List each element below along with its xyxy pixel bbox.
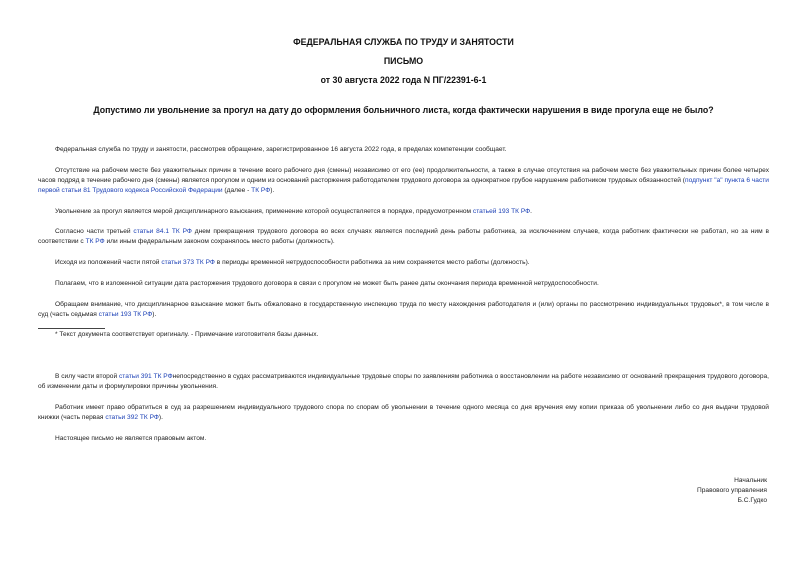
paragraph-court-disputes — [38, 372, 769, 392]
law-link-labor-code[interactable]: ТК РФ — [85, 238, 105, 246]
law-link-article-392[interactable]: статьи 392 ТК РФ — [105, 414, 159, 422]
footnote: * Текст документа соответствует оригиналу. - Примечание изготовителя базы данных. — [55, 331, 319, 338]
question-heading: Допустимо ли увольнение за прогул на дату до оформления больничного листа, когда фактически нарушения в виде прогула еще не было? — [93, 105, 714, 115]
law-link-article-81[interactable]: подпункт "а" пункта 6 части первой статьи 81 Трудового кодекса Российской Федерации — [38, 177, 769, 195]
paragraph-text: Отсутствие на рабочем месте без уважительных причин в течение всего рабочего дня (смены) независимо от его (ее) продолжительности, а также в случае отсутствия на рабочем месте без уважительных причин более четырех часов подряд в течение рабочего дня (смены) является прогулом и одним из оснований расторжения работодателем трудового договора за однократное грубое нарушение работником трудовых обязанностей ( — [38, 167, 769, 185]
paragraph-conclusion: Полагаем, что в изложенной ситуации дата расторжения трудового договора в связи с прогулом не может быть ранее даты окончания периода временной нетрудоспособности. — [55, 280, 599, 287]
paragraph-text: непосредственно в судах рассматриваются индивидуальные трудовые споры по заявлениям работника о восстановлении на работе независимо от оснований прекращения трудового договора, об изменении даты и формулировки причины увольнения. — [38, 373, 770, 391]
signature-name: Б.С.Гудко — [737, 497, 767, 504]
paragraph-text: ). — [270, 187, 275, 195]
paragraph-text: (далее - — [222, 187, 252, 195]
paragraph-text: Обращаем внимание, что дисциплинарное взыскание может быть обжаловано в государственную инспекцию труда по месту нахождения работодателя и (или) органы по рассмотрению индивидуальных трудовых*, в том числе в суд (часть седьмая — [38, 301, 769, 319]
signature-department: Правового управления — [697, 487, 767, 494]
paragraph-text: . — [530, 208, 533, 215]
paragraph-appeal — [38, 300, 769, 320]
paragraph-text: Согласно части третьей — [55, 228, 134, 235]
paragraph-text: Работник имеет право обратиться в суд за разрешением индивидуального трудового спора по спорам об увольнении в течение одного месяца со дня вручения ему копии приказа об увольнении либо со дня выдачи трудовой книжки (часть первая — [38, 404, 769, 422]
paragraph-text: ). — [158, 414, 163, 422]
paragraph-text: В силу части второй — [55, 373, 119, 380]
law-link-article-193[interactable]: статьи 193 ТК РФ — [98, 311, 153, 319]
paragraph-appeal-deadline — [38, 403, 769, 423]
paragraph-text: Увольнение за прогул является мерой дисциплинарного взыскания, применение которой осуществляется в порядке, предусмотренном — [55, 208, 473, 215]
paragraph-text: или иным федеральным законом сохранялось место работы (должность). — [104, 238, 335, 246]
law-link-article-373[interactable]: статьи 373 ТК РФ — [161, 259, 215, 266]
signature-title: Начальник — [734, 477, 767, 484]
paragraph-termination-date — [38, 227, 769, 247]
law-link-article-391[interactable]: статьи 391 ТК РФ — [118, 373, 173, 380]
law-link-labor-code[interactable]: ТК РФ — [251, 187, 271, 195]
paragraph-text: в периоды временной нетрудоспособности работника за ним сохраняется место работы (должность). — [214, 259, 530, 266]
paragraph-intro: Федеральная служба по труду и занятости, рассмотрев обращение, зарегистрированное 16 августа 2022 года, в пределах компетенции сообщает. — [55, 146, 507, 153]
paragraph-text: Исходя из положений части пятой — [55, 259, 162, 266]
paragraph-absence-definition — [38, 166, 769, 197]
agency-heading: ФЕДЕРАЛЬНАЯ СЛУЖБА ПО ТРУДУ И ЗАНЯТОСТИ — [293, 37, 514, 47]
paragraph-sick-leave — [38, 258, 769, 268]
paragraph-text: ). — [152, 311, 157, 319]
paragraph-text: днем прекращения трудового договора во всех случаях является последний день работы работника, за исключением случаев, когда работник фактически не работал, но за ним в соответствии с — [38, 228, 769, 246]
paragraph-not-legal-act: Настоящее письмо не является правовым актом. — [55, 435, 207, 442]
paragraph-disciplinary-measure — [38, 207, 769, 217]
law-link-article-84-1[interactable]: статьи 84.1 ТК РФ — [133, 228, 192, 235]
footnote-divider — [38, 328, 105, 329]
law-link-article-193[interactable]: статьей 193 ТК РФ — [472, 208, 531, 215]
document-type-heading: ПИСЬМО — [383, 56, 424, 66]
document-date-heading: от 30 августа 2022 года N ПГ/22391-6-1 — [320, 75, 487, 85]
